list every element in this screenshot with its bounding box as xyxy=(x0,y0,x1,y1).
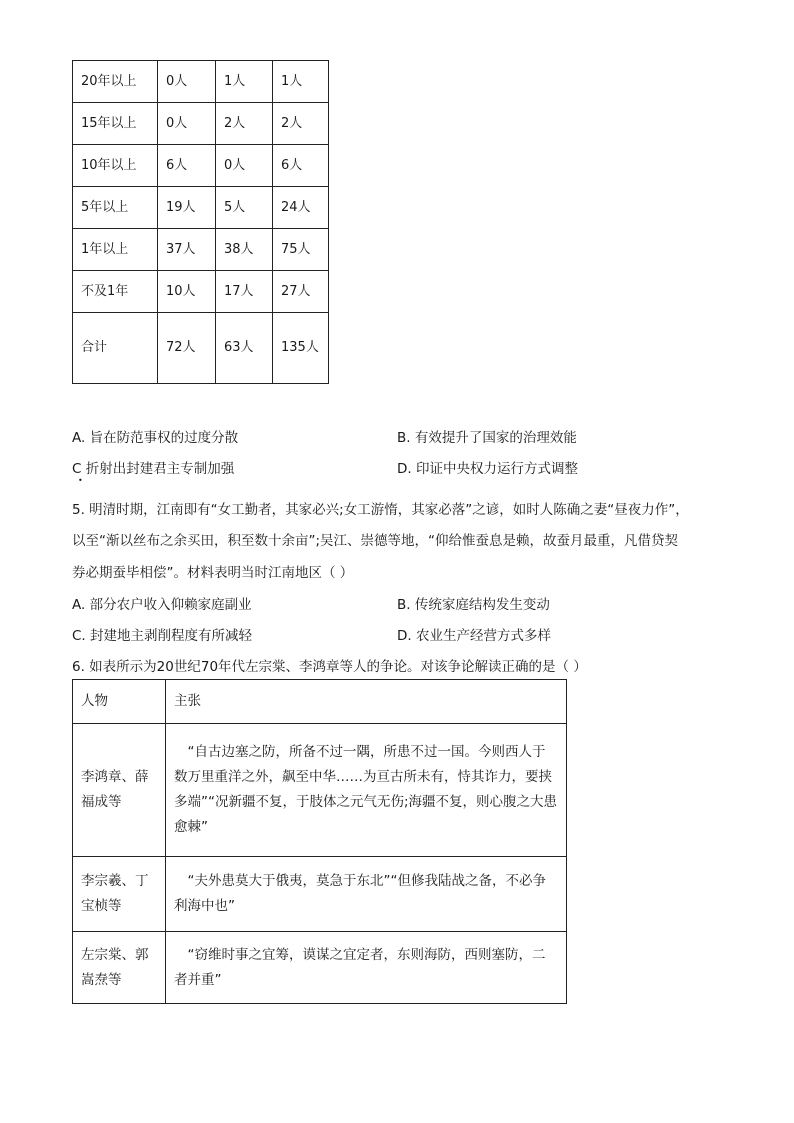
header-claim: 主张 xyxy=(166,680,567,724)
table-row xyxy=(73,145,329,187)
person-cell: 左宗棠、郭嵩焘等 xyxy=(73,932,166,1004)
table-cell: 1人 xyxy=(216,61,273,103)
table-cell: 75人 xyxy=(273,229,329,271)
q4-option-a[interactable]: A. 旨在防范事权的过度分散 xyxy=(72,430,239,446)
table-row xyxy=(73,229,329,271)
person-cell: 李宗羲、丁宝桢等 xyxy=(73,857,166,932)
table-cell: 15年以上 xyxy=(73,103,158,145)
table-cell: 17人 xyxy=(216,271,273,313)
claim-cell xyxy=(166,857,567,932)
person-cell: 李鸿章、薛福成等 xyxy=(73,724,166,857)
table-cell: 2人 xyxy=(216,103,273,145)
table-cell: 2人 xyxy=(273,103,329,145)
table-cell: 5年以上 xyxy=(73,187,158,229)
table-cell: 0人 xyxy=(158,61,216,103)
q4-option-c[interactable]: C 折射出封建君主专制加强 xyxy=(72,461,235,477)
claim-text: “自古边塞之防，所备不过一隅，所患不过一国。今则西人于数万里重洋之外，飙至中华……为亘古所未有，恃其诈力，要挟多端”“况新疆不复，于肢体之元气无伤;海疆不复，则心腹之大患愈棘” xyxy=(174,744,558,835)
table-cell: 0人 xyxy=(158,103,216,145)
claim-cell xyxy=(166,724,567,857)
table-row xyxy=(73,103,329,145)
table-row-total xyxy=(73,313,329,384)
table-cell: 合计 xyxy=(73,313,158,384)
q5-option-a[interactable]: A. 部分农户收入仰赖家庭副业 xyxy=(72,597,252,613)
table-row xyxy=(73,61,329,103)
q4-option-d[interactable]: D. 印证中央权力运行方式调整 xyxy=(397,461,578,477)
table-cell: 6人 xyxy=(273,145,329,187)
table-cell: 27人 xyxy=(273,271,329,313)
claim-text: “夫外患莫大于俄夷，莫急于东北”“但修我陆战之备，不必争利海中也” xyxy=(174,873,546,914)
q5-option-c[interactable]: C. 封建地主剥削程度有所减轻 xyxy=(72,628,253,644)
table-cell: 63人 xyxy=(216,313,273,384)
q5-stem-line: 以至“渐以丝布之余买田，积至数十余亩”;吴江、崇德等地，“仰给惟蚕息是赖，故蚕月最重，凡借贷契 xyxy=(72,533,679,549)
stray-dot-mark: • xyxy=(78,476,83,485)
q5-stem-line: 5. 明清时期，江南即有“女工勤者，其家必兴;女工游惰，其家必落”之谚，如时人陈确之妻“昼夜力作”， xyxy=(72,502,689,518)
table-cell: 10年以上 xyxy=(73,145,158,187)
q5-option-b[interactable]: B. 传统家庭结构发生变动 xyxy=(397,597,550,613)
table-cell: 20年以上 xyxy=(73,61,158,103)
q6-stem: 6. 如表所示为20世纪70年代左宗棠、李鸿章等人的争论。对该争论解读正确的是（ ） xyxy=(72,659,587,675)
table-cell: 19人 xyxy=(158,187,216,229)
table-row xyxy=(73,724,567,857)
table-row xyxy=(73,187,329,229)
table-cell: 6人 xyxy=(158,145,216,187)
table-cell: 不及1年 xyxy=(73,271,158,313)
q5-option-d[interactable]: D. 农业生产经营方式多样 xyxy=(397,628,551,644)
header-person: 人物 xyxy=(73,680,166,724)
claim-text: “窃维时事之宜筹，谟谋之宜定者，东则海防，西则塞防，二者并重” xyxy=(174,946,546,988)
table-cell: 135人 xyxy=(273,313,329,384)
claim-cell xyxy=(166,932,567,1004)
table-cell: 0人 xyxy=(216,145,273,187)
table-cell: 38人 xyxy=(216,229,273,271)
table-cell: 10人 xyxy=(158,271,216,313)
table-cell: 24人 xyxy=(273,187,329,229)
table-cell: 37人 xyxy=(158,229,216,271)
table-cell: 5人 xyxy=(216,187,273,229)
q4-option-b[interactable]: B. 有效提升了国家的治理效能 xyxy=(397,430,577,446)
personnel-tenure-table xyxy=(72,60,329,384)
table-header-row xyxy=(73,680,567,724)
q5-stem-line: 券必期蚕毕相偿”。材料表明当时江南地区（ ） xyxy=(72,565,354,581)
table-cell: 1人 xyxy=(273,61,329,103)
table-row xyxy=(73,857,567,932)
table-cell: 1年以上 xyxy=(73,229,158,271)
debate-table xyxy=(72,679,567,1004)
table-cell: 72人 xyxy=(158,313,216,384)
table-row xyxy=(73,271,329,313)
table-row xyxy=(73,932,567,1004)
